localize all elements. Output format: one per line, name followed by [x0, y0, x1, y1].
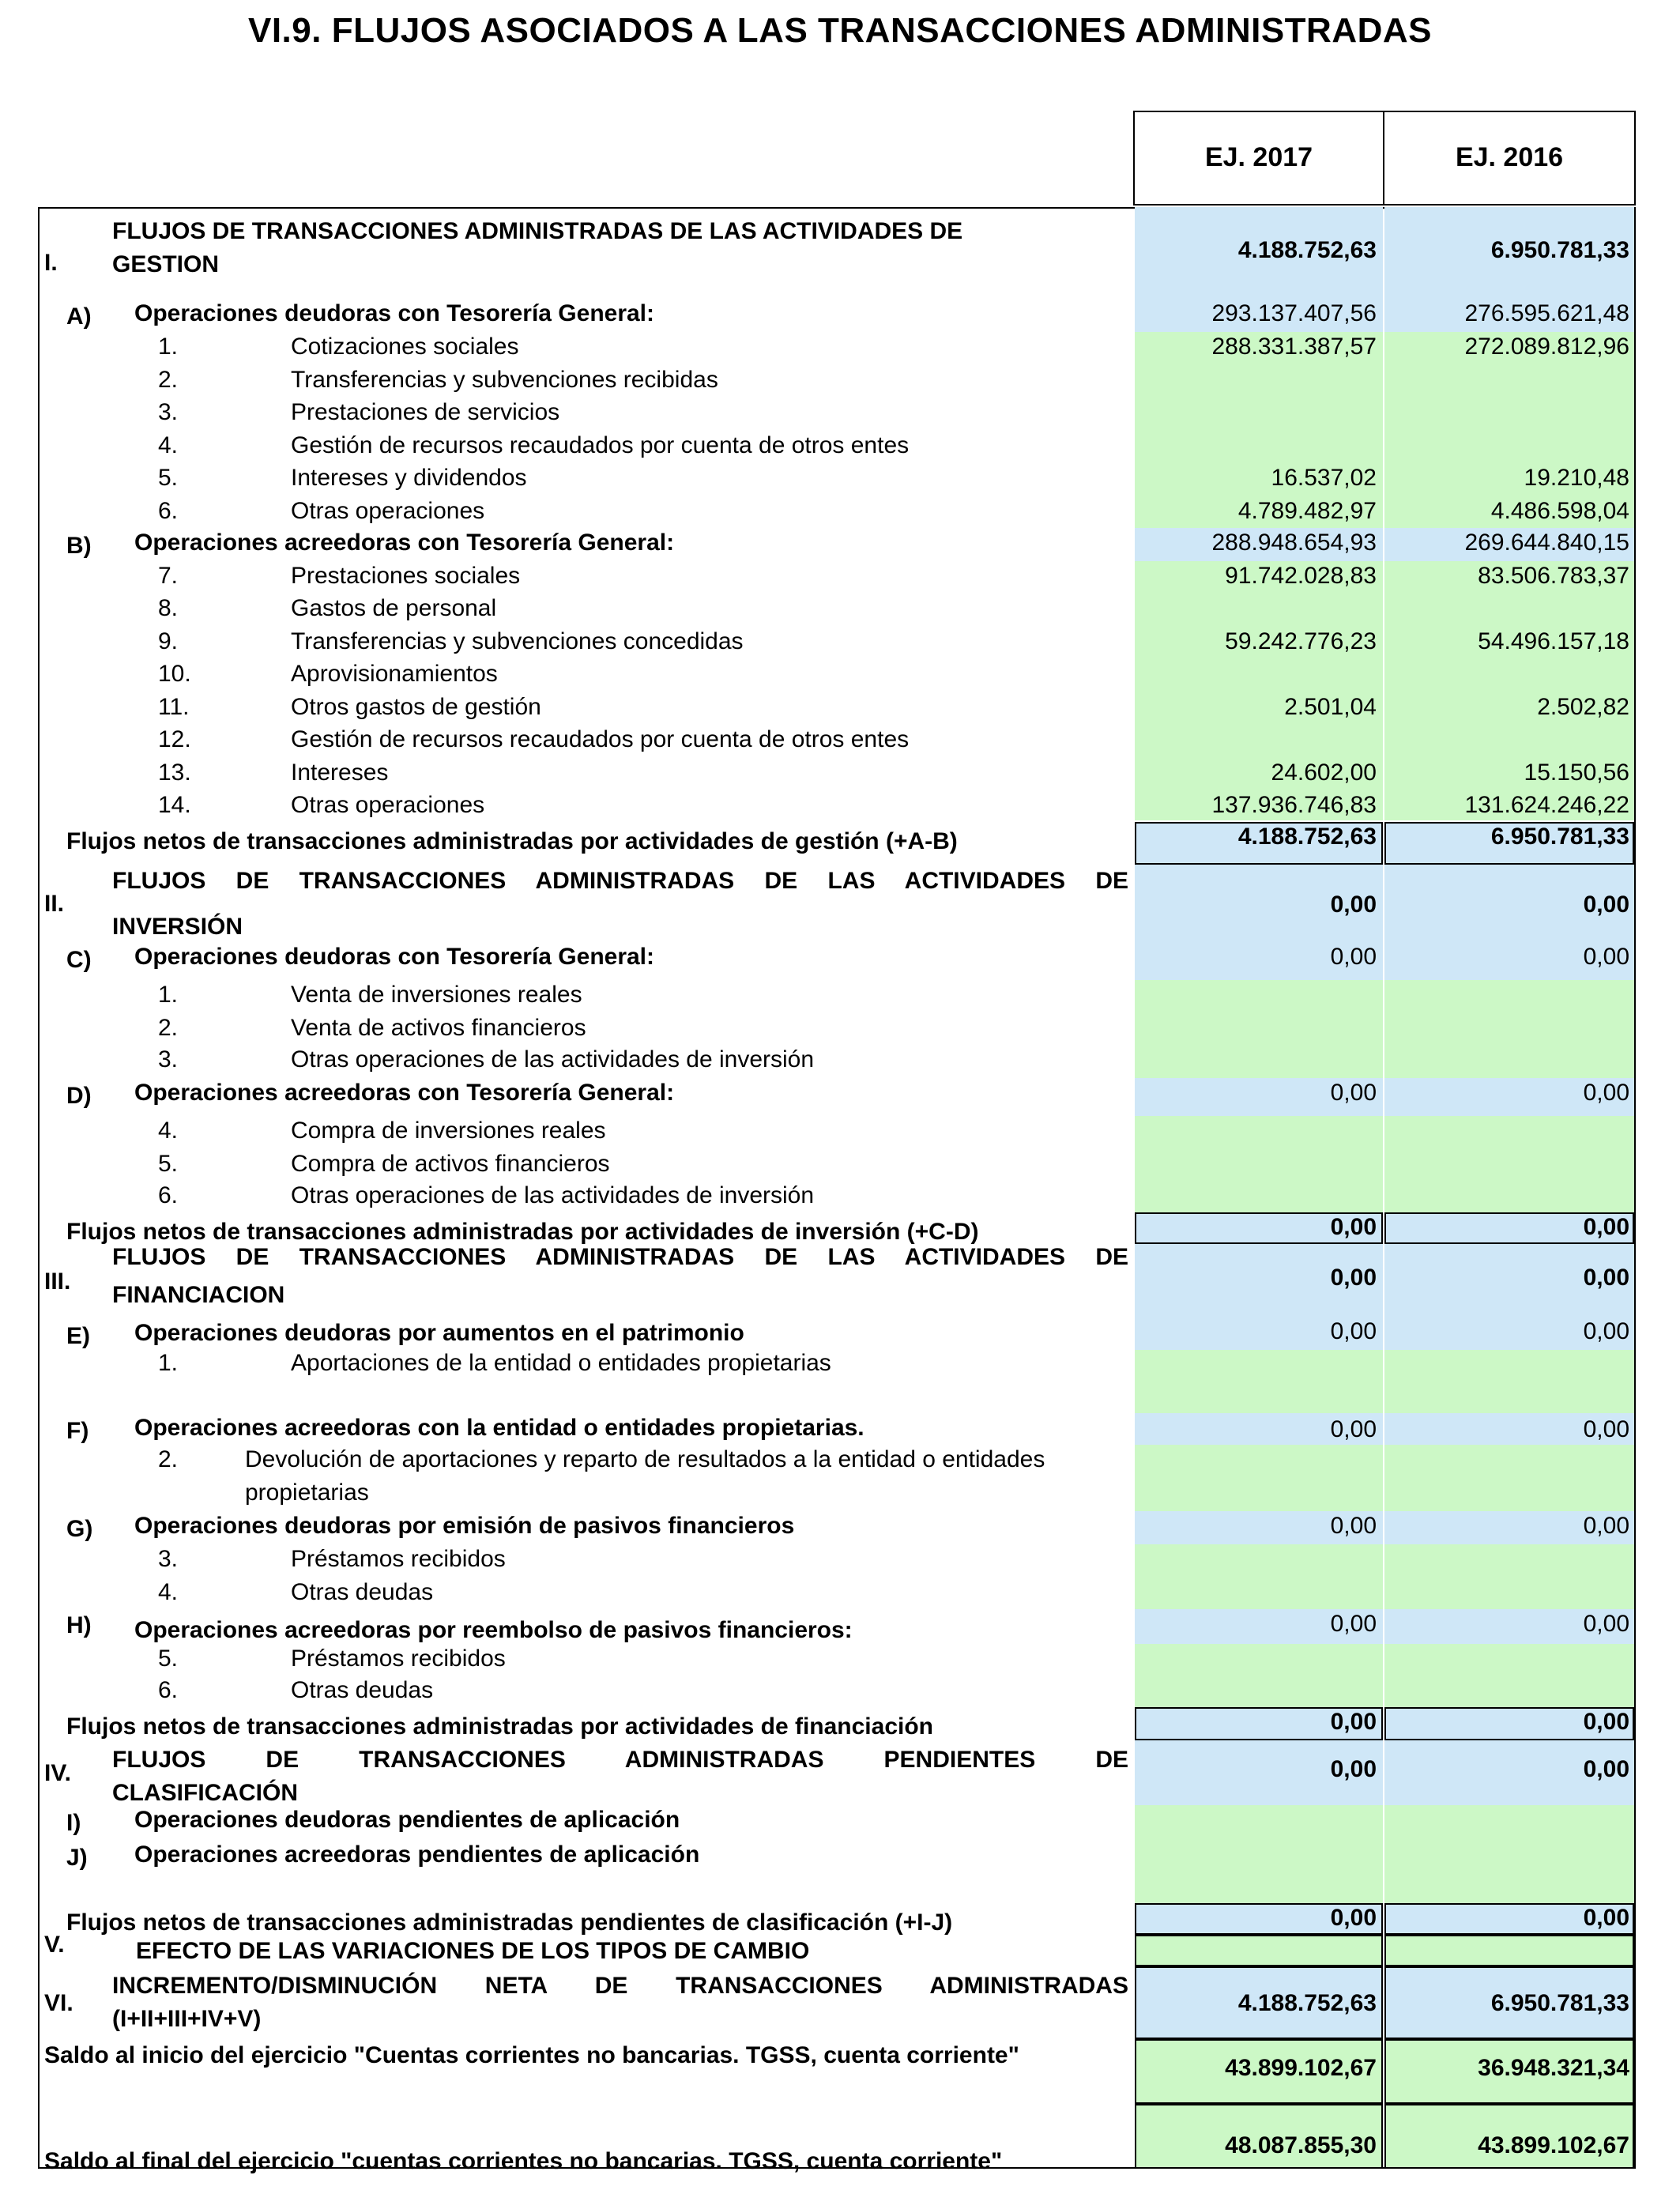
item-label: Prestaciones de servicios [291, 399, 560, 425]
value-2017: 4.188.752,63 [1237, 1990, 1377, 2016]
value-2017: 4.789.482,97 [1237, 498, 1377, 524]
item-number: 5. [158, 1646, 179, 1672]
value-2017: 0,00 [1330, 1214, 1377, 1240]
item-label: Gestión de recursos recaudados por cuenta de otros entes [291, 432, 910, 458]
value-2016: 0,00 [1583, 1905, 1629, 1931]
value-cell-2016 [1384, 1840, 1634, 1903]
value-cell-2017 [1135, 1445, 1383, 1511]
item-label: Otras deudas [291, 1677, 434, 1703]
value-2017: 0,00 [1330, 1318, 1377, 1344]
item-label: Gastos de personal [291, 595, 497, 621]
group-title: Operaciones deudoras con Tesorería General: [134, 300, 655, 326]
item-number: 3. [158, 399, 179, 425]
item-label: Otras operaciones de las actividades de inversión [291, 1182, 815, 1208]
item-label: Otras operaciones de las actividades de inversión [291, 1046, 815, 1072]
item-label: Gestión de recursos recaudados por cuenta de otros entes [291, 726, 910, 752]
section-title-line2: INVERSIÓN [112, 914, 243, 940]
net-flow-label: Flujos netos de transacciones administradas por actividades de financiación [66, 1713, 933, 1740]
section-title-line2: CLASIFICACIÓN [112, 1780, 298, 1806]
value-2016: 83.506.783,37 [1478, 563, 1629, 589]
item-label: Compra de activos financieros [291, 1151, 610, 1177]
value-2016: 276.595.621,48 [1464, 300, 1629, 326]
value-2016: 0,00 [1583, 1756, 1629, 1782]
value-2016: 15.150,56 [1524, 760, 1629, 786]
section-title-line2: FINANCIACION [112, 1282, 285, 1308]
value-cell-2016 [1384, 1544, 1634, 1578]
section-title-line1: FLUJOS DE TRANSACCIONES ADMINISTRADAS DE LAS ACTIVIDADES DE [112, 218, 963, 244]
value-cell-2016 [1384, 1644, 1634, 1676]
value-2017: 4.188.752,63 [1237, 824, 1377, 850]
item-label: Compra de inversiones reales [291, 1118, 606, 1144]
group-letter: F) [66, 1418, 89, 1444]
value-cell-2017 [1135, 365, 1383, 398]
item-label: Transferencias y subvenciones concedidas [291, 628, 744, 654]
value-2016: 0,00 [1583, 1265, 1629, 1291]
group-title: Operaciones deudoras con Tesorería General: [134, 944, 655, 970]
value-cell-2016 [1384, 980, 1634, 1013]
section-roman: III. [44, 1269, 71, 1295]
value-2016: 6.950.781,33 [1490, 1990, 1629, 2016]
value-cell-2016 [1384, 1676, 1634, 1707]
item-label: Venta de inversiones reales [291, 982, 582, 1008]
column-header-2017: EJ. 2017 [1204, 142, 1313, 172]
item-label: Prestaciones sociales [291, 563, 521, 589]
net-flow-label: Flujos netos de transacciones administradas pendientes de clasificación (+I-J) [66, 1909, 953, 1936]
value-cell-2016 [1384, 594, 1634, 627]
value-cell-2017 [1135, 1181, 1383, 1212]
value-2016: 4.486.598,04 [1490, 498, 1629, 524]
value-2017: 0,00 [1330, 1611, 1377, 1637]
value-2016: 0,00 [1583, 944, 1629, 970]
item-number: 6. [158, 1677, 179, 1703]
item-number: 3. [158, 1546, 179, 1572]
group-letter: C) [66, 947, 92, 973]
value-2016: 0,00 [1583, 892, 1629, 918]
item-label: Otras operaciones [291, 498, 485, 524]
item-number: 2. [158, 1446, 179, 1472]
value-2017: 0,00 [1330, 892, 1377, 918]
value-cell-2016 [1384, 725, 1634, 758]
item-number: 1. [158, 334, 179, 360]
value-2016: 131.624.246,22 [1464, 792, 1629, 818]
value-2017: 0,00 [1330, 1905, 1377, 1931]
item-number: 6. [158, 498, 179, 524]
value-cell-2017 [1135, 1045, 1383, 1078]
balance-label: Saldo al inicio del ejercicio "Cuentas corrientes no bancarias. TGSS, cuenta corriente" [44, 2042, 1019, 2068]
value-cell-2017 [1135, 725, 1383, 758]
item-label: Aportaciones de la entidad o entidades propietarias [291, 1350, 831, 1376]
value-2017: 16.537,02 [1271, 465, 1377, 491]
item-number: 6. [158, 1182, 179, 1208]
group-title: Operaciones acreedoras con Tesorería General: [134, 1080, 675, 1106]
section-roman: VI. [44, 1990, 73, 2016]
value-cell-2016 [1384, 1935, 1634, 1966]
column-header-2016: EJ. 2016 [1455, 142, 1564, 172]
value-2016: 0,00 [1583, 1080, 1629, 1106]
section-title-line2: (I+II+III+IV+V) [112, 2006, 262, 2032]
value-2017: 288.331.387,57 [1211, 334, 1377, 360]
value-cell-2016 [1384, 1013, 1634, 1045]
value-2017: 0,00 [1330, 1080, 1377, 1106]
value-2017: 293.137.407,56 [1211, 300, 1377, 326]
item-number: 7. [158, 563, 179, 589]
item-label: Otras operaciones [291, 792, 485, 818]
item-label-line2: propietarias [245, 1480, 369, 1506]
item-number: 10. [158, 661, 191, 687]
value-cell-2017 [1135, 980, 1383, 1013]
group-letter: D) [66, 1083, 92, 1109]
value-2016: 6.950.781,33 [1490, 824, 1629, 850]
page-title: VI.9. FLUJOS ASOCIADOS A LAS TRANSACCIONES ADMINISTRADAS [247, 11, 1433, 50]
section-title-line1: FLUJOS DE TRANSACCIONES ADMINISTRADAS DE LAS ACTIVIDADES DE [112, 868, 1128, 894]
section-roman: IV. [44, 1760, 71, 1786]
group-title: Operaciones deudoras pendientes de aplicación [134, 1807, 680, 1833]
item-number: 12. [158, 726, 191, 752]
value-cell-2016 [1384, 398, 1634, 431]
value-cell-2016 [1384, 365, 1634, 398]
value-2017: 48.087.855,30 [1225, 2132, 1377, 2158]
value-2017: 288.948.654,93 [1211, 530, 1377, 556]
section-title-line2: GESTION [112, 251, 220, 277]
value-cell-2016 [1384, 1445, 1634, 1511]
group-title: Operaciones acreedoras con Tesorería General: [134, 530, 675, 556]
value-2017: 0,00 [1330, 1416, 1377, 1442]
value-2016: 0,00 [1583, 1214, 1629, 1240]
item-number: 4. [158, 432, 179, 458]
value-2016: 2.502,82 [1537, 694, 1629, 720]
section-roman: II. [44, 891, 65, 917]
value-cell-2016 [1384, 1116, 1634, 1149]
group-letter: I) [66, 1810, 81, 1836]
value-2016: 43.899.102,67 [1478, 2132, 1629, 2158]
value-cell-2017 [1135, 594, 1383, 627]
item-label: Aprovisionamientos [291, 661, 498, 687]
item-label-line1: Devolución de aportaciones y reparto de resultados a la entidad o entidades [245, 1446, 1045, 1472]
value-2016: 0,00 [1583, 1611, 1629, 1637]
item-number: 14. [158, 792, 191, 818]
group-letter: B) [66, 533, 92, 559]
value-cell-2016 [1384, 1350, 1634, 1413]
group-letter: G) [66, 1516, 93, 1542]
group-title: Operaciones acreedoras pendientes de aplicación [134, 1842, 700, 1868]
value-2017: 91.742.028,83 [1225, 563, 1377, 589]
group-title: Operaciones deudoras por emisión de pasivos financieros [134, 1513, 795, 1539]
value-2017: 2.501,04 [1284, 694, 1377, 720]
item-label: Cotizaciones sociales [291, 334, 519, 360]
item-number: 11. [158, 694, 190, 720]
value-cell-2017 [1135, 431, 1383, 463]
group-title: Operaciones acreedoras con la entidad o entidades propietarias. [134, 1415, 864, 1441]
item-label: Venta de activos financieros [291, 1015, 586, 1041]
section-title-line1: FLUJOS DE TRANSACCIONES ADMINISTRADAS DE LAS ACTIVIDADES DE [112, 1244, 1128, 1270]
value-cell-2016 [1384, 1805, 1634, 1840]
value-2016: 19.210,48 [1524, 465, 1629, 491]
value-cell-2017 [1135, 1350, 1383, 1413]
item-number: 1. [158, 1350, 179, 1376]
value-2017: 59.242.776,23 [1225, 628, 1377, 654]
value-2016: 36.948.321,34 [1478, 2055, 1629, 2081]
balance-label: Saldo al final del ejercicio "cuentas corrientes no bancarias. TGSS, cuenta corriente" [44, 2148, 1003, 2174]
value-cell-2016 [1384, 659, 1634, 692]
value-cell-2016 [1384, 431, 1634, 463]
item-number: 13. [158, 760, 191, 786]
item-label: Intereses [291, 760, 389, 786]
value-cell-2017 [1135, 1935, 1383, 1966]
item-label: Otras deudas [291, 1579, 434, 1605]
value-2016: 272.089.812,96 [1464, 334, 1629, 360]
value-cell-2016 [1384, 1149, 1634, 1181]
value-2016: 0,00 [1583, 1513, 1629, 1539]
item-label: Préstamos recibidos [291, 1646, 506, 1672]
value-cell-2017 [1135, 1116, 1383, 1149]
group-title: Operaciones deudoras por aumentos en el patrimonio [134, 1320, 744, 1346]
item-label: Transferencias y subvenciones recibidas [291, 367, 718, 393]
net-flow-label: Flujos netos de transacciones administradas por actividades de gestión (+A-B) [66, 828, 958, 854]
value-cell-2017 [1135, 1149, 1383, 1181]
item-label: Otros gastos de gestión [291, 694, 541, 720]
net-flow-label: Flujos netos de transacciones administradas por actividades de inversión (+C-D) [66, 1219, 979, 1245]
item-number: 9. [158, 628, 179, 654]
value-cell-2017 [1135, 1805, 1383, 1840]
value-2016: 0,00 [1583, 1318, 1629, 1344]
item-number: 2. [158, 367, 179, 393]
value-2017: 43.899.102,67 [1225, 2055, 1377, 2081]
item-number: 8. [158, 595, 179, 621]
value-2016: 269.644.840,15 [1464, 530, 1629, 556]
value-2016: 54.496.157,18 [1478, 628, 1629, 654]
value-cell-2017 [1135, 659, 1383, 692]
value-cell-2016 [1384, 1045, 1634, 1078]
value-2016: 0,00 [1583, 1416, 1629, 1442]
item-label: Intereses y dividendos [291, 465, 527, 491]
group-letter: A) [66, 303, 92, 330]
item-number: 5. [158, 465, 179, 491]
group-title: Operaciones acreedoras por reembolso de pasivos financieros: [134, 1617, 853, 1643]
group-letter: J) [66, 1845, 88, 1871]
value-cell-2017 [1135, 1578, 1383, 1609]
item-number: 1. [158, 982, 179, 1008]
item-number: 4. [158, 1579, 179, 1605]
value-2017: 0,00 [1330, 1709, 1377, 1735]
item-number: 4. [158, 1118, 179, 1144]
value-2016: 6.950.781,33 [1490, 237, 1629, 263]
value-cell-2017 [1135, 1840, 1383, 1903]
value-2017: 137.936.746,83 [1211, 792, 1377, 818]
value-2016: 0,00 [1583, 1709, 1629, 1735]
item-number: 3. [158, 1046, 179, 1072]
group-letter: H) [66, 1612, 92, 1638]
item-number: 5. [158, 1151, 179, 1177]
value-cell-2017 [1135, 398, 1383, 431]
value-2017: 0,00 [1330, 1513, 1377, 1539]
value-2017: 0,00 [1330, 1265, 1377, 1291]
value-cell-2017 [1135, 1013, 1383, 1045]
section-title-line1: FLUJOS DE TRANSACCIONES ADMINISTRADAS PENDIENTES DE [112, 1747, 1128, 1773]
group-letter: E) [66, 1323, 90, 1349]
value-2017: 0,00 [1330, 944, 1377, 970]
value-cell-2016 [1384, 1181, 1634, 1212]
value-2017: 4.188.752,63 [1237, 237, 1377, 263]
value-2017: 24.602,00 [1271, 760, 1377, 786]
value-cell-2017 [1135, 1644, 1383, 1676]
item-number: 2. [158, 1015, 179, 1041]
section-roman: V. [44, 1932, 65, 1958]
value-2017: 0,00 [1330, 1756, 1377, 1782]
section-roman: I. [44, 250, 58, 276]
value-cell-2016 [1384, 1578, 1634, 1609]
value-cell-2017 [1135, 1676, 1383, 1707]
section-title-line1: INCREMENTO/DISMINUCIÓN NETA DE TRANSACCIONES ADMINISTRADAS [112, 1973, 1128, 1999]
item-label: Préstamos recibidos [291, 1546, 506, 1572]
section-title: EFECTO DE LAS VARIACIONES DE LOS TIPOS DE CAMBIO [136, 1938, 810, 1964]
value-cell-2017 [1135, 1544, 1383, 1578]
